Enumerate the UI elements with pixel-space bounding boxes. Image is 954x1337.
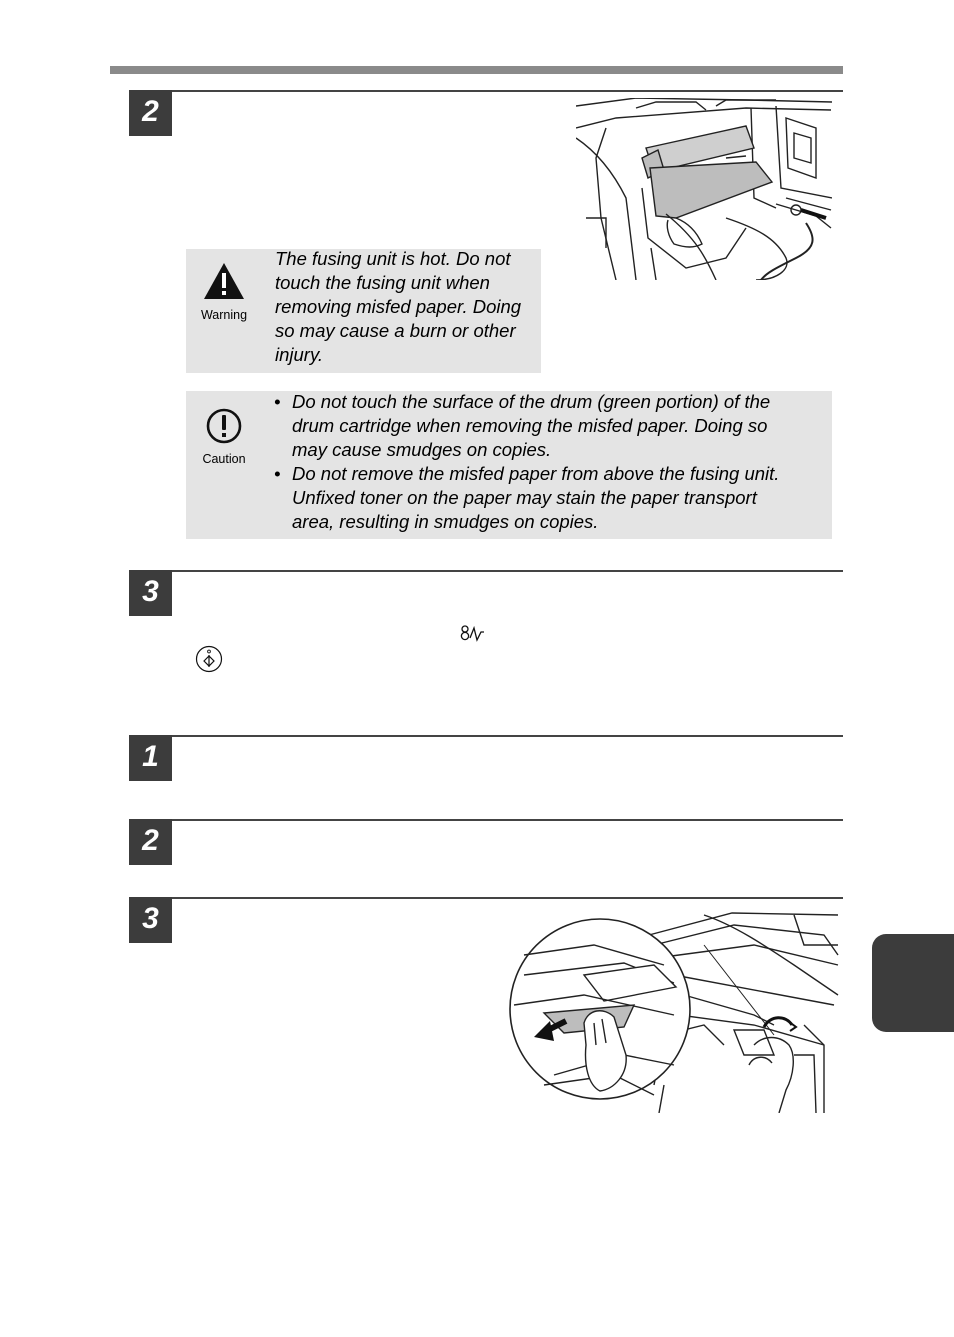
step-divider [130,819,843,821]
warning-line: touch the fusing unit when [275,272,490,293]
caution-line: Do not remove the misfed paper from above the fusing unit. [292,463,780,484]
warning-triangle-icon [202,261,246,301]
chapter-tab [872,934,954,1032]
step-number-box: 2 [129,90,172,136]
caution-label: Caution [202,452,246,466]
caution-line: Unfixed toner on the paper may stain the paper transport [292,487,757,508]
header-rule [110,66,843,74]
caution-text [274,390,829,534]
warning-text [275,247,541,367]
warning-line: The fusing unit is hot. Do not [275,248,511,269]
step-number-box: 3 [129,570,172,616]
step-number-box: 1 [129,735,172,781]
caution-line: may cause smudges on copies. [292,439,552,460]
step-divider [130,90,843,92]
misfeed-indicator-icon [460,624,486,644]
step-divider [130,570,843,572]
caution-exclamation-icon [205,407,243,445]
step-number-box: 3 [129,897,172,943]
warning-note [186,249,541,373]
caution-line: area, resulting in smudges on copies. [292,511,599,532]
warning-line: injury. [275,344,323,365]
start-key-icon [193,645,225,673]
warning-line: so may cause a burn or other [275,320,516,341]
caution-bullet [274,462,829,534]
caution-icon-block [186,407,262,466]
caution-note [186,391,832,539]
step-number-box: 2 [129,819,172,865]
bullet-marker: • [274,391,281,412]
bullet-marker: • [274,463,281,484]
warning-icon-block [186,261,262,322]
warning-line: removing misfed paper. Doing [275,296,522,317]
caution-bullet [274,390,829,462]
fusing-unit-illustration [576,98,832,280]
step-divider [130,735,843,737]
warning-label: Warning [200,308,248,322]
step-divider [130,897,843,899]
paper-transport-illustration [504,905,840,1113]
caution-line: drum cartridge when removing the misfed paper. Doing so [292,415,768,436]
caution-line: Do not touch the surface of the drum (green portion) of the [292,391,771,412]
